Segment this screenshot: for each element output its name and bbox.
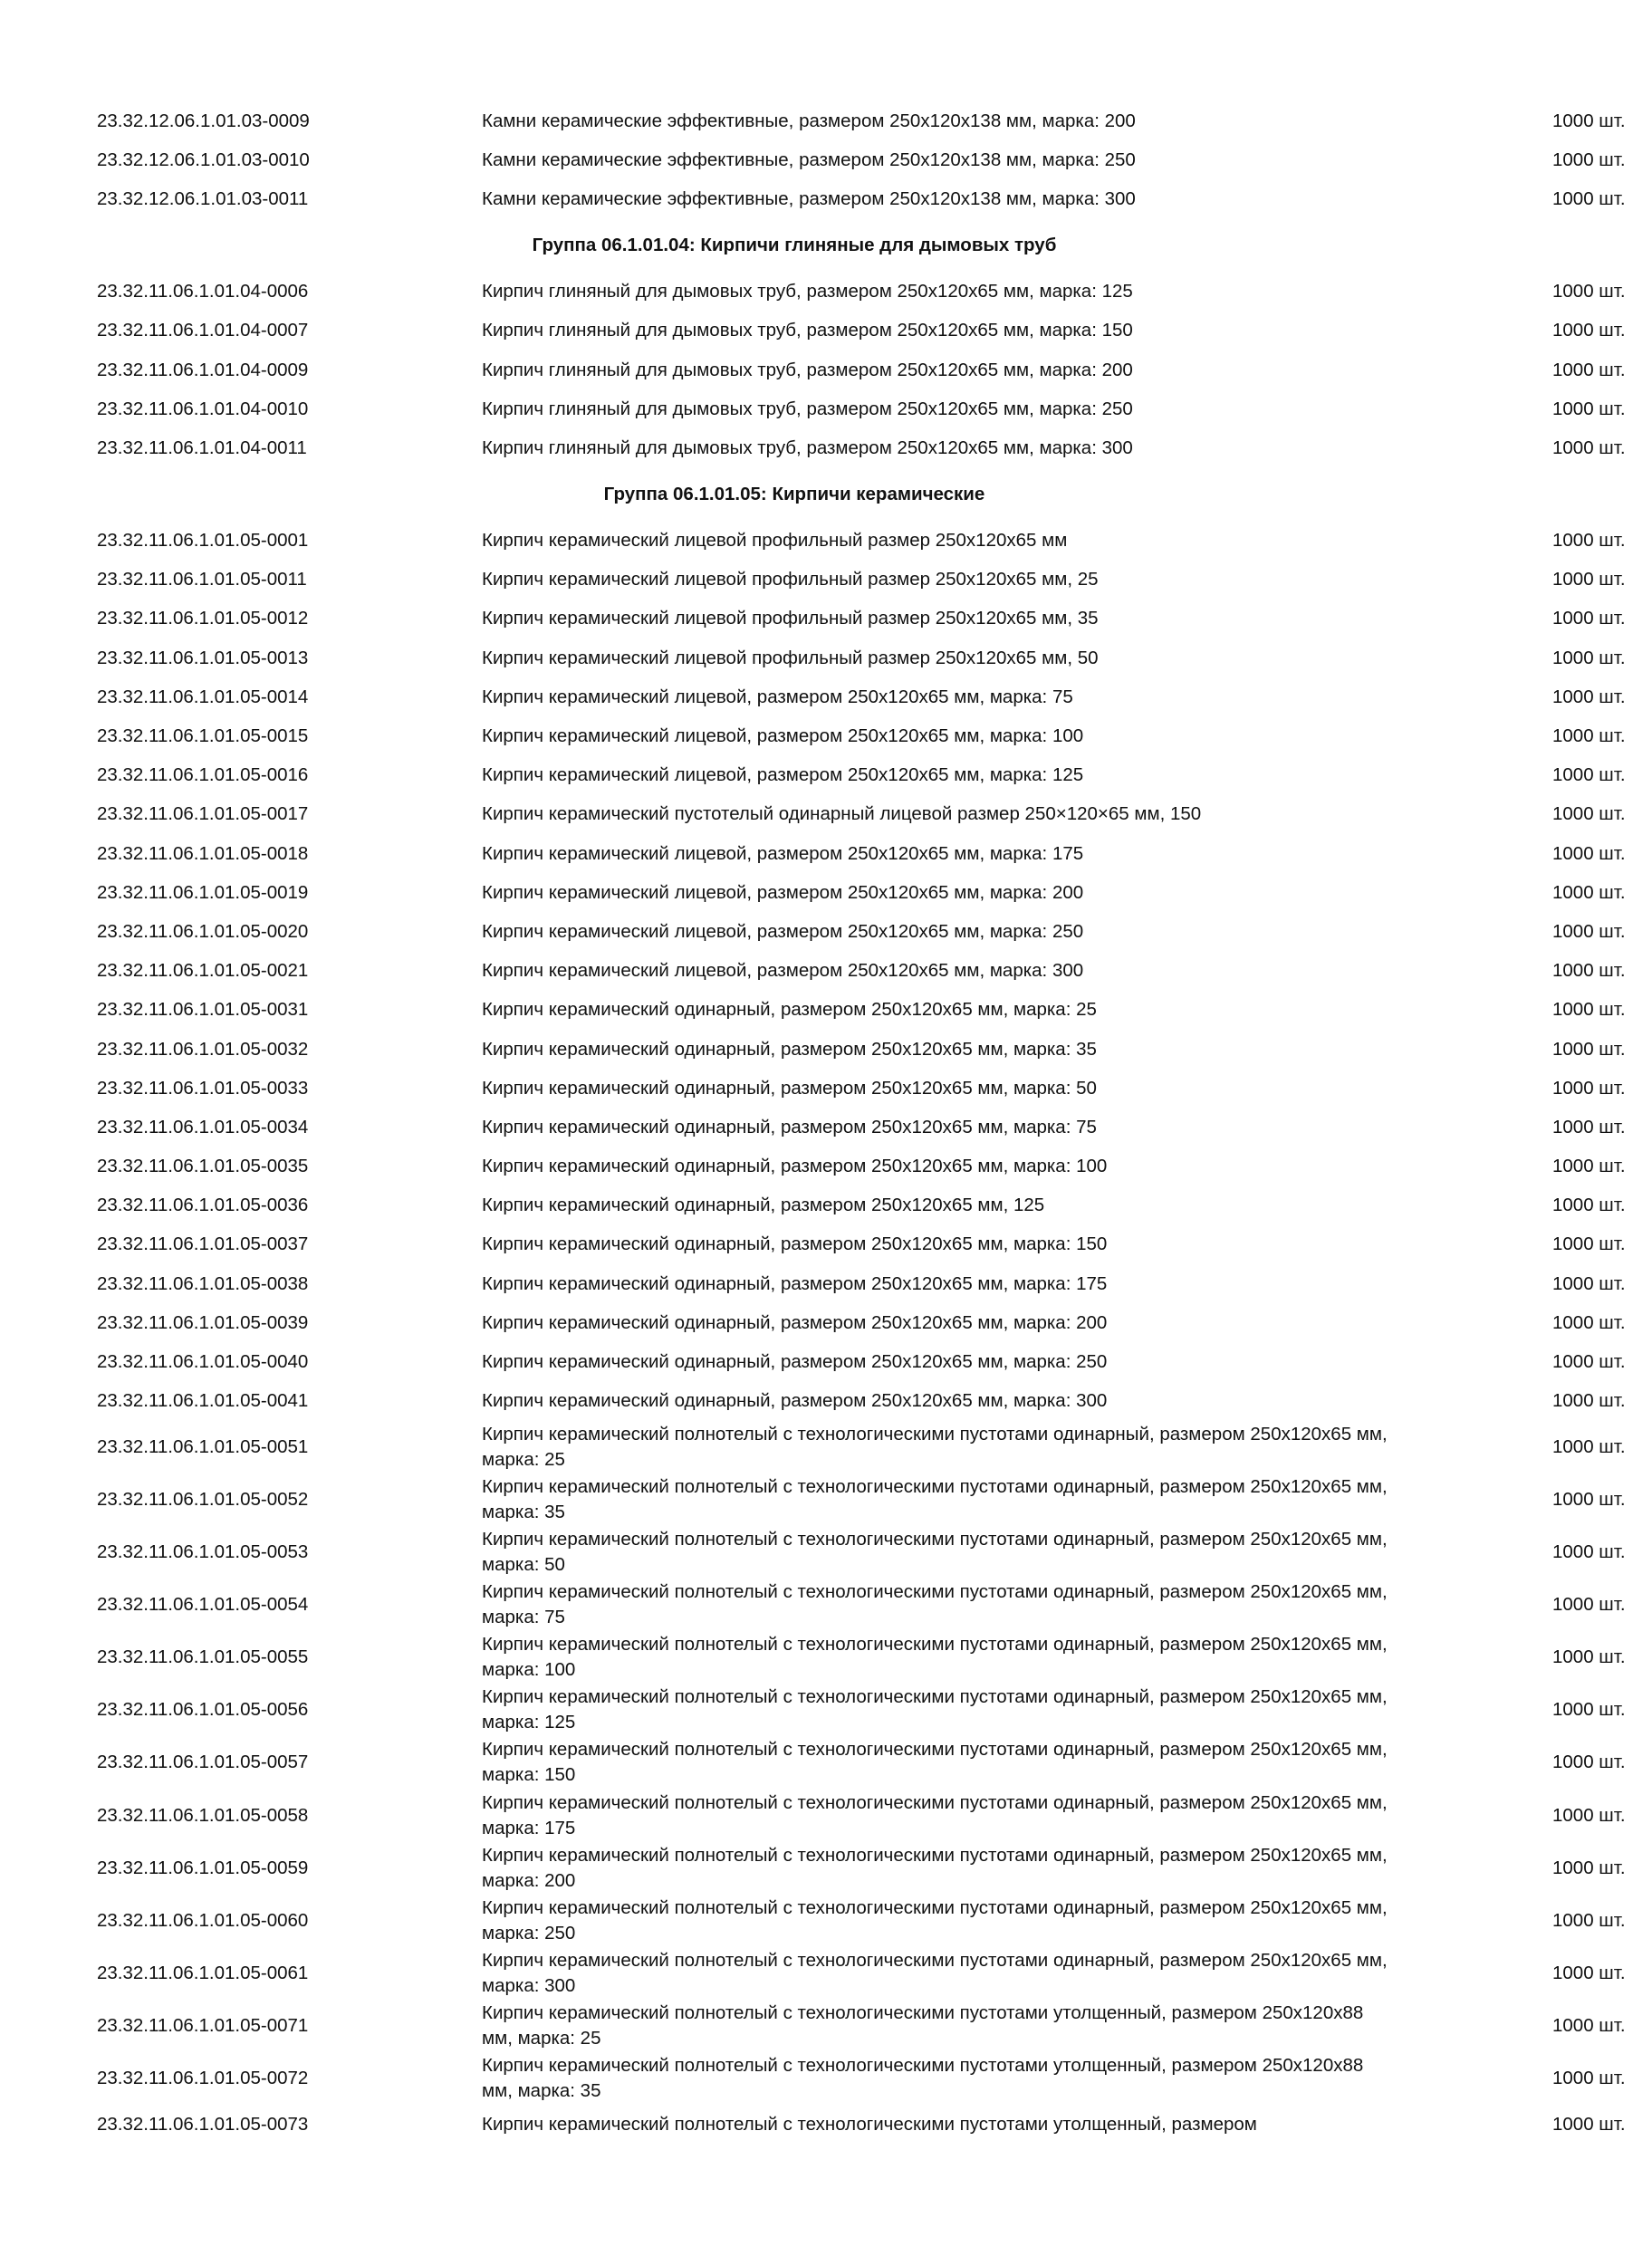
resource-name: Кирпич керамический одинарный, размером 250х120х65 мм, марка: 150 <box>482 1233 1108 1255</box>
resource-code: 23.32.11.06.1.01.05-0035 <box>97 1156 309 1177</box>
resource-code: 23.32.11.06.1.01.05-0036 <box>97 1195 309 1216</box>
unit-of-measure: 1000 шт. <box>1552 1752 1626 1773</box>
resource-name: Кирпич керамический полнотелый с технологическими пустотами одинарный, размером 250х120х65 мм, марка: 25 <box>482 1423 1388 1470</box>
table-row <box>0 716 1626 755</box>
resource-code: 23.32.11.06.1.01.04-0006 <box>97 281 309 302</box>
resource-code: 23.32.11.06.1.01.05-0021 <box>97 960 309 982</box>
unit-of-measure: 1000 шт. <box>1552 1962 1626 1983</box>
resource-name: Камни керамические эффективные, размером 250х120х138 мм, марка: 250 <box>482 149 1136 170</box>
unit-of-measure: 1000 шт. <box>1552 110 1626 131</box>
resource-code: 23.32.11.06.1.01.05-0056 <box>97 1699 309 1721</box>
resource-code: 23.32.11.06.1.01.05-0041 <box>97 1390 309 1412</box>
table-row <box>0 1225 1626 1264</box>
resource-name: Кирпич керамический полнотелый с технологическими пустотами одинарный, размером 250х120х65 мм, марка: 200 <box>482 1844 1388 1891</box>
resource-code: 23.32.11.06.1.01.05-0055 <box>97 1646 309 1668</box>
resource-code: 23.32.11.06.1.01.05-0040 <box>97 1351 309 1373</box>
resource-code: 23.32.11.06.1.01.05-0013 <box>97 647 309 668</box>
group-heading: Группа 06.1.01.05: Кирпичи керамические <box>603 484 985 504</box>
resource-code: 23.32.11.06.1.01.05-0034 <box>97 1116 309 1137</box>
resource-code: 23.32.11.06.1.01.05-0039 <box>97 1311 309 1333</box>
resource-code: 23.32.11.06.1.01.05-0017 <box>97 803 309 825</box>
table-row <box>0 179 1626 218</box>
table-row <box>0 991 1626 1030</box>
table-row <box>0 1947 1626 2000</box>
unit-of-measure: 1000 шт. <box>1552 1541 1626 1563</box>
resource-name: Кирпич керамический лицевой профильный размер 250х120х65 мм, 35 <box>482 608 1099 629</box>
resource-code: 23.32.11.06.1.01.04-0007 <box>97 320 309 341</box>
table-row <box>0 873 1626 912</box>
table-row <box>0 1147 1626 1186</box>
unit-of-measure: 1000 шт. <box>1552 1077 1626 1099</box>
table-row <box>0 1842 1626 1895</box>
resource-code: 23.32.11.06.1.01.05-0001 <box>97 530 309 552</box>
unit-of-measure: 1000 шт. <box>1552 1699 1626 1721</box>
resource-code: 23.32.11.06.1.01.05-0014 <box>97 686 309 707</box>
unit-of-measure: 1000 шт. <box>1552 1804 1626 1826</box>
resource-code: 23.32.11.06.1.01.05-0038 <box>97 1272 309 1294</box>
table-row <box>0 638 1626 677</box>
unit-of-measure: 1000 шт. <box>1552 281 1626 302</box>
resource-code: 23.32.11.06.1.01.04-0010 <box>97 398 309 419</box>
resource-name: Кирпич керамический лицевой профильный размер 250х120х65 мм, 25 <box>482 569 1099 590</box>
unit-of-measure: 1000 шт. <box>1552 1272 1626 1294</box>
resource-code: 23.32.11.06.1.01.05-0037 <box>97 1233 309 1255</box>
resource-name: Кирпич керамический полнотелый с технологическими пустотами утолщенный, размером 250х120х88 мм, марка: 35 <box>482 2054 1364 2101</box>
resource-name: Кирпич керамический лицевой, размером 250х120х65 мм, марка: 75 <box>482 686 1073 707</box>
resource-code: 23.32.11.06.1.01.05-0053 <box>97 1541 309 1563</box>
unit-of-measure: 1000 шт. <box>1552 149 1626 170</box>
unit-of-measure: 1000 шт. <box>1552 1351 1626 1373</box>
table-row <box>0 1579 1626 1631</box>
unit-of-measure: 1000 шт. <box>1552 1646 1626 1668</box>
resource-code: 23.32.11.06.1.01.05-0058 <box>97 1804 309 1826</box>
unit-of-measure: 1000 шт. <box>1552 803 1626 825</box>
resource-name: Кирпич керамический лицевой профильный размер 250х120х65 мм <box>482 530 1068 552</box>
unit-of-measure: 1000 шт. <box>1552 1233 1626 1255</box>
resource-name: Кирпич керамический полнотелый с технологическими пустотами одинарный, размером 250х120х65 мм, марка: 35 <box>482 1475 1388 1522</box>
unit-of-measure: 1000 шт. <box>1552 359 1626 380</box>
resource-name: Кирпич керамический лицевой, размером 250х120х65 мм, марка: 200 <box>482 881 1084 903</box>
table-row <box>0 1186 1626 1225</box>
resource-code: 23.32.11.06.1.01.05-0011 <box>97 569 307 590</box>
resource-name: Кирпич глиняный для дымовых труб, размером 250х120х65 мм, марка: 200 <box>482 359 1133 380</box>
table-row <box>0 1030 1626 1069</box>
unit-of-measure: 1000 шт. <box>1552 686 1626 707</box>
unit-of-measure: 1000 шт. <box>1552 999 1626 1021</box>
resource-code: 23.32.11.06.1.01.05-0016 <box>97 764 309 786</box>
resource-code: 23.32.11.06.1.01.05-0015 <box>97 725 309 747</box>
unit-of-measure: 1000 шт. <box>1552 881 1626 903</box>
group-heading: Группа 06.1.01.04: Кирпичи глиняные для дымовых труб <box>532 235 1057 256</box>
unit-of-measure: 1000 шт. <box>1552 437 1626 458</box>
resource-code: 23.32.11.06.1.01.05-0054 <box>97 1594 309 1616</box>
table-row <box>0 1684 1626 1736</box>
resource-name: Кирпич глиняный для дымовых труб, размером 250х120х65 мм, марка: 150 <box>482 320 1133 341</box>
resource-name: Кирпич керамический лицевой, размером 250х120х65 мм, марка: 250 <box>482 920 1084 942</box>
resource-name: Кирпич керамический полнотелый с технологическими пустотами одинарный, размером 250х120х65 мм, марка: 100 <box>482 1634 1388 1681</box>
unit-of-measure: 1000 шт. <box>1552 920 1626 942</box>
table-row <box>0 561 1626 600</box>
resource-code: 23.32.11.06.1.01.05-0018 <box>97 842 309 864</box>
unit-of-measure: 1000 шт. <box>1552 1311 1626 1333</box>
resource-code: 23.32.11.06.1.01.04-0009 <box>97 359 309 380</box>
table-row <box>0 795 1626 834</box>
unit-of-measure: 1000 шт. <box>1552 842 1626 864</box>
resource-code: 23.32.11.06.1.01.05-0031 <box>97 999 309 1021</box>
unit-of-measure: 1000 шт. <box>1552 1116 1626 1137</box>
unit-of-measure: 1000 шт. <box>1552 398 1626 419</box>
resource-code: 23.32.12.06.1.01.03-0010 <box>97 149 310 170</box>
resource-code: 23.32.11.06.1.01.05-0020 <box>97 920 309 942</box>
resource-name: Кирпич керамический пустотелый одинарный лицевой размер 250×120×65 мм, 150 <box>482 803 1202 825</box>
resource-name: Кирпич керамический одинарный, размером 250х120х65 мм, марка: 300 <box>482 1390 1108 1412</box>
table-row <box>0 1473 1626 1526</box>
unit-of-measure: 1000 шт. <box>1552 1435 1626 1457</box>
unit-of-measure: 1000 шт. <box>1552 2067 1626 2088</box>
resource-code: 23.32.11.06.1.01.05-0060 <box>97 1909 309 1931</box>
unit-of-measure: 1000 шт. <box>1552 2113 1626 2135</box>
resource-code: 23.32.11.06.1.01.05-0072 <box>97 2067 309 2088</box>
unit-of-measure: 1000 шт. <box>1552 1857 1626 1878</box>
unit-of-measure: 1000 шт. <box>1552 608 1626 629</box>
unit-of-measure: 1000 шт. <box>1552 2014 1626 2036</box>
table-row <box>0 1069 1626 1108</box>
resource-name: Кирпич керамический полнотелый с технологическими пустотами утолщенный, размером <box>482 2113 1257 2135</box>
unit-of-measure: 1000 шт. <box>1552 647 1626 668</box>
table-row <box>0 1342 1626 1381</box>
resource-code: 23.32.11.06.1.01.05-0057 <box>97 1752 309 1773</box>
table-row <box>0 1631 1626 1684</box>
table-row <box>0 1526 1626 1579</box>
unit-of-measure: 1000 шт. <box>1552 187 1626 209</box>
resource-name: Кирпич керамический лицевой, размером 250х120х65 мм, марка: 125 <box>482 764 1084 786</box>
table-row <box>0 522 1626 561</box>
resource-code: 23.32.11.06.1.01.05-0071 <box>97 2014 309 2036</box>
resource-name: Кирпич керамический одинарный, размером 250х120х65 мм, марка: 200 <box>482 1311 1108 1333</box>
resource-name: Кирпич керамический лицевой, размером 250х120х65 мм, марка: 300 <box>482 960 1084 982</box>
table-row <box>0 1264 1626 1303</box>
resource-name: Кирпич глиняный для дымовых труб, размером 250х120х65 мм, марка: 125 <box>482 281 1133 302</box>
resource-name: Кирпич керамический одинарный, размером 250х120х65 мм, марка: 75 <box>482 1116 1097 1137</box>
unit-of-measure: 1000 шт. <box>1552 1909 1626 1931</box>
resource-name: Кирпич керамический одинарный, размером 250х120х65 мм, марка: 175 <box>482 1272 1108 1294</box>
resource-code: 23.32.11.06.1.01.05-0051 <box>97 1435 309 1457</box>
unit-of-measure: 1000 шт. <box>1552 530 1626 552</box>
table-row <box>0 1789 1626 1841</box>
resource-code: 23.32.11.06.1.01.05-0052 <box>97 1488 309 1510</box>
table-row <box>0 677 1626 716</box>
table-row <box>0 600 1626 638</box>
table-row <box>0 1382 1626 1421</box>
resource-code: 23.32.11.06.1.01.05-0033 <box>97 1077 309 1099</box>
resource-code: 23.32.12.06.1.01.03-0009 <box>97 110 310 131</box>
resource-name: Кирпич керамический полнотелый с технологическими пустотами одинарный, размером 250х120х65 мм, марка: 125 <box>482 1686 1388 1733</box>
table-row <box>0 756 1626 795</box>
table-row <box>0 1895 1626 1947</box>
table-row <box>0 389 1626 428</box>
resource-name: Кирпич глиняный для дымовых труб, размером 250х120х65 мм, марка: 250 <box>482 398 1133 419</box>
table-row <box>0 2052 1626 2105</box>
resource-name: Кирпич керамический одинарный, размером 250х120х65 мм, марка: 100 <box>482 1156 1108 1177</box>
resource-name: Камни керамические эффективные, размером 250х120х138 мм, марка: 200 <box>482 110 1136 131</box>
unit-of-measure: 1000 шт. <box>1552 1594 1626 1616</box>
table-row <box>0 912 1626 951</box>
price-list-document <box>0 101 1626 2144</box>
unit-of-measure: 1000 шт. <box>1552 764 1626 786</box>
table-row <box>0 1421 1626 1473</box>
unit-of-measure: 1000 шт. <box>1552 569 1626 590</box>
resource-name: Кирпич керамический одинарный, размером 250х120х65 мм, 125 <box>482 1195 1045 1216</box>
table-row <box>0 1736 1626 1789</box>
resource-name: Кирпич керамический полнотелый с технологическими пустотами одинарный, размером 250х120х65 мм, марка: 175 <box>482 1791 1388 1838</box>
resource-name: Кирпич керамический полнотелый с технологическими пустотами одинарный, размером 250х120х65 мм, марка: 75 <box>482 1581 1388 1628</box>
resource-name: Кирпич керамический полнотелый с технологическими пустотами одинарный, размером 250х120х65 мм, марка: 50 <box>482 1529 1388 1576</box>
resource-code: 23.32.11.06.1.01.05-0059 <box>97 1857 309 1878</box>
resource-code: 23.32.11.06.1.01.05-0019 <box>97 881 309 903</box>
unit-of-measure: 1000 шт. <box>1552 1038 1626 1060</box>
table-row <box>0 952 1626 991</box>
table-row <box>0 101 1626 140</box>
unit-of-measure: 1000 шт. <box>1552 960 1626 982</box>
resource-name: Кирпич глиняный для дымовых труб, размером 250х120х65 мм, марка: 300 <box>482 437 1133 458</box>
resource-code: 23.32.11.06.1.01.05-0012 <box>97 608 309 629</box>
resource-name: Кирпич керамический полнотелый с технологическими пустотами одинарный, размером 250х120х65 мм, марка: 250 <box>482 1896 1388 1944</box>
table-row <box>0 2105 1626 2144</box>
resource-code: 23.32.11.06.1.01.05-0061 <box>97 1962 309 1983</box>
resource-name: Кирпич керамический одинарный, размером 250х120х65 мм, марка: 250 <box>482 1351 1108 1373</box>
resource-name: Кирпич керамический лицевой, размером 250х120х65 мм, марка: 175 <box>482 842 1084 864</box>
resource-name: Кирпич керамический одинарный, размером 250х120х65 мм, марка: 25 <box>482 999 1097 1021</box>
resource-name: Кирпич керамический полнотелый с технологическими пустотами одинарный, размером 250х120х65 мм, марка: 150 <box>482 1739 1388 1786</box>
unit-of-measure: 1000 шт. <box>1552 320 1626 341</box>
resource-name: Кирпич керамический лицевой профильный размер 250х120х65 мм, 50 <box>482 647 1099 668</box>
resource-code: 23.32.11.06.1.01.04-0011 <box>97 437 307 458</box>
unit-of-measure: 1000 шт. <box>1552 1390 1626 1412</box>
resource-name: Кирпич керамический полнотелый с технологическими пустотами одинарный, размером 250х120х65 мм, марка: 300 <box>482 1949 1388 1996</box>
unit-of-measure: 1000 шт. <box>1552 1488 1626 1510</box>
table-row <box>0 312 1626 350</box>
unit-of-measure: 1000 шт. <box>1552 1195 1626 1216</box>
resource-name: Кирпич керамический полнотелый с технологическими пустотами утолщенный, размером 250х120х88 мм, марка: 25 <box>482 2001 1364 2049</box>
table-row <box>0 273 1626 312</box>
unit-of-measure: 1000 шт. <box>1552 725 1626 747</box>
resource-code: 23.32.11.06.1.01.05-0032 <box>97 1038 309 1060</box>
table-row <box>0 834 1626 873</box>
table-row <box>0 2000 1626 2052</box>
resource-name: Камни керамические эффективные, размером 250х120х138 мм, марка: 300 <box>482 187 1136 209</box>
resource-name: Кирпич керамический одинарный, размером 250х120х65 мм, марка: 50 <box>482 1077 1097 1099</box>
unit-of-measure: 1000 шт. <box>1552 1156 1626 1177</box>
table-row <box>0 1303 1626 1342</box>
table-row <box>0 140 1626 179</box>
table-row <box>0 350 1626 389</box>
resource-name: Кирпич керамический лицевой, размером 250х120х65 мм, марка: 100 <box>482 725 1084 747</box>
resource-name: Кирпич керамический одинарный, размером 250х120х65 мм, марка: 35 <box>482 1038 1097 1060</box>
resource-code: 23.32.12.06.1.01.03-0011 <box>97 187 309 209</box>
resource-code: 23.32.11.06.1.01.05-0073 <box>97 2113 309 2135</box>
table-row <box>0 428 1626 467</box>
table-row <box>0 1108 1626 1147</box>
